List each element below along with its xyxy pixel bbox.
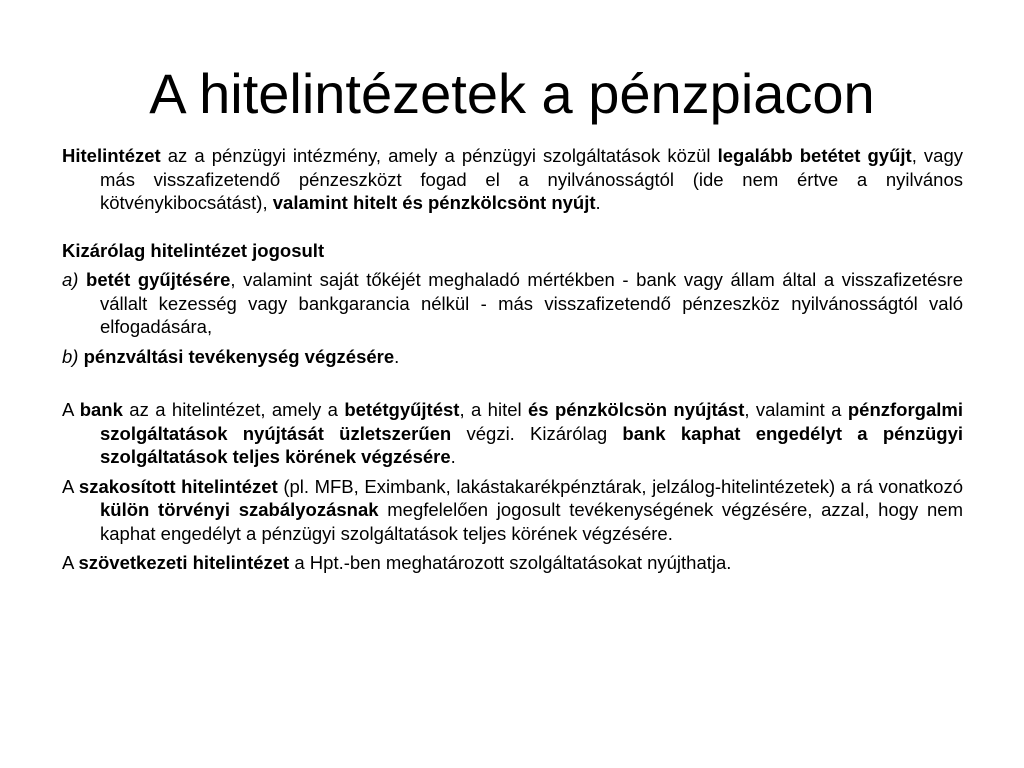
emphasis-legalabb-betetet-gyujt: legalább betétet gyűjt [717,145,912,166]
text-span: , a hitel [459,399,529,420]
text-span: . [394,345,400,367]
text-span: , valamint saját tőkéjét meghaladó mértékben - bank vagy állam által a visszafizetésre vállalt kezesség vagy bankgarancia nélkül - más visszafizetendő pénzeszköz nyilvánosságtól való elfogadására, [100,269,964,337]
text-span: , valamint a [744,399,848,420]
paragraph-hitelintezet-definition [62,144,963,215]
text-span: A [62,399,80,420]
emphasis-betet-gyujtesere: betét gyűjtésére [86,269,231,290]
paragraph-kizarolag-heading [62,239,963,263]
text-span: . [450,446,456,467]
text-span: az a hitelintézet, amely a [122,399,345,420]
paragraph-item-b [62,345,963,369]
emphasis-kulon-torvenyi-szabalyozas: külön törvényi szabályozásnak [100,499,379,520]
emphasis-hitelt-nyujt: valamint hitelt és pénzkölcsönt nyújt [272,192,596,213]
term-szovetkezeti-hitelintezet: szövetkezeti hitelintézet [78,552,290,573]
emphasis-betetgyujtest: betétgyűjtést [344,399,460,420]
emphasis-penzforgalmi-szolgaltatasok: pénzforgalmi szolgáltatások nyújtását üzletszerűen [100,399,963,444]
text-span: . [595,192,601,213]
text-span: megfelelően jogosult tevékenységének végzésére, azzal, hogy nem kaphat engedélyt a pénzügyi szolgáltatások teljes körének végzésére. [100,499,963,544]
paragraph-szovetkezeti-hitelintezet [62,551,963,575]
heading-kizarolag-hitelintezet-jogosult: Kizárólag hitelintézet jogosult [62,239,325,261]
slide-title: A hitelintézetek a pénzpiacon [149,62,875,125]
emphasis-penzvaltasi-tevekenyseg: pénzváltási tevékenység végzésére [83,345,395,367]
emphasis-penzkolcson-nyujtast: és pénzkölcsön nyújtást [528,399,745,420]
paragraph-item-a [62,268,963,339]
text-span: A [62,552,79,573]
text-span: az a pénzügyi intézmény, amely a pénzügyi szolgáltatások közül [160,145,718,166]
term-bank: bank [79,399,123,420]
text-span: (pl. MFB, Eximbank, lakástakarékpénztárak, jelzálog-hitelintézetek) a rá vonatkozó [277,475,963,497]
emphasis-bank-kaphat-engedelyt: bank kaphat engedélyt a pénzügyi szolgáltatások teljes körének végzésére [100,422,964,467]
slide-body [62,144,963,581]
term-szakositott-hitelintezet: szakosított hitelintézet [78,475,278,497]
paragraph-szakositott-hitelintezet [62,475,963,546]
list-marker-b: b) [62,345,79,367]
text-span: , vagy más visszafizetendő pénzeszközt fogad el a nyilvánosságtól (ide nem értve a nyilvános kötvénykibocsátást), [100,145,963,213]
text-span: végzi. Kizárólag [451,422,623,444]
paragraph-bank-definition [62,398,963,469]
list-marker-a: a) [62,269,79,290]
text-span: a Hpt.-ben meghatározott szolgáltatásokat nyújthatja. [289,552,732,573]
term-hitelintezet: Hitelintézet [62,145,161,166]
text-span: A [62,475,79,497]
